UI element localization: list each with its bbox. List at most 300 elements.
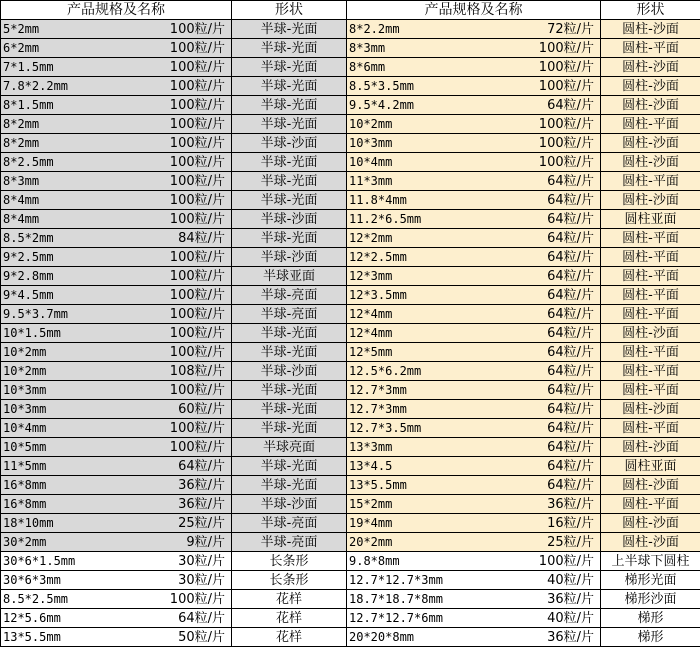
left-spec-cell (1, 343, 232, 362)
table-row (1, 267, 700, 286)
right-spec-size: 12.7*12.7*6mm (349, 610, 443, 625)
left-shape-cell: 长条形 (232, 571, 347, 590)
left-spec-cell (1, 571, 232, 590)
right-shape-cell: 圆柱-平面 (601, 115, 700, 134)
left-spec-count: 100粒/片 (169, 382, 225, 398)
left-spec-cell (1, 210, 232, 229)
right-spec-size: 9.5*4.2mm (349, 97, 415, 112)
left-spec-size: 12*5.6mm (3, 610, 61, 625)
right-shape-cell: 圆柱亚面 (601, 210, 700, 229)
table-row (1, 96, 700, 115)
right-spec-count: 64粒/片 (547, 420, 594, 436)
right-spec-cell (347, 514, 601, 533)
left-spec-size: 7*1.5mm (3, 59, 54, 74)
table-row (1, 324, 700, 343)
right-spec-cell (347, 96, 601, 115)
left-spec-cell (1, 39, 232, 58)
left-spec-count: 30粒/片 (178, 572, 225, 588)
left-spec-count: 100粒/片 (169, 135, 225, 151)
left-spec-cell (1, 58, 232, 77)
left-shape-cell: 半球-沙面 (232, 134, 347, 153)
right-spec-count: 100粒/片 (538, 40, 594, 56)
table-row (1, 495, 700, 514)
left-spec-count: 36粒/片 (178, 477, 225, 493)
right-spec-count: 25粒/片 (547, 534, 594, 550)
left-shape-cell: 半球-光面 (232, 20, 347, 39)
right-spec-size: 9.8*8mm (349, 553, 400, 568)
right-spec-cell (347, 343, 601, 362)
left-spec-count: 64粒/片 (178, 458, 225, 474)
table-row (1, 77, 700, 96)
right-shape-cell: 圆柱-沙面 (601, 58, 700, 77)
table-row (1, 191, 700, 210)
right-shape-cell: 圆柱-沙面 (601, 77, 700, 96)
right-spec-size: 20*20*8mm (349, 629, 415, 644)
left-spec-size: 7.8*2.2mm (3, 78, 69, 93)
left-spec-cell (1, 419, 232, 438)
right-spec-cell (347, 438, 601, 457)
right-shape-cell: 圆柱-沙面 (601, 533, 700, 552)
right-spec-size: 11*3mm (349, 173, 393, 188)
right-spec-cell (347, 191, 601, 210)
table-row (1, 343, 700, 362)
right-spec-count: 64粒/片 (547, 344, 594, 360)
left-spec-count: 108粒/片 (169, 363, 225, 379)
right-shape-cell: 圆柱-沙面 (601, 514, 700, 533)
left-spec-cell (1, 153, 232, 172)
left-spec-count: 100粒/片 (169, 116, 225, 132)
left-spec-size: 10*3mm (3, 401, 47, 416)
left-spec-cell (1, 400, 232, 419)
right-shape-cell: 圆柱-沙面 (601, 400, 700, 419)
right-spec-count: 64粒/片 (547, 249, 594, 265)
right-shape-cell: 圆柱-平面 (601, 343, 700, 362)
right-shape-cell: 圆柱-沙面 (601, 476, 700, 495)
left-spec-count: 100粒/片 (169, 268, 225, 284)
left-spec-cell (1, 362, 232, 381)
right-spec-count: 64粒/片 (547, 211, 594, 227)
right-spec-cell (347, 153, 601, 172)
left-shape-cell: 半球-光面 (232, 343, 347, 362)
left-shape-cell: 半球-光面 (232, 476, 347, 495)
left-spec-size: 8*1.5mm (3, 97, 54, 112)
right-spec-cell (347, 210, 601, 229)
right-shape-cell: 圆柱-平面 (601, 267, 700, 286)
left-shape-cell: 半球-光面 (232, 419, 347, 438)
right-spec-cell (347, 58, 601, 77)
left-spec-size: 8*2mm (3, 135, 40, 150)
right-spec-size: 12.7*12.7*3mm (349, 572, 443, 587)
right-spec-count: 40粒/片 (547, 572, 594, 588)
header-right-shape: 形状 (601, 1, 700, 20)
right-spec-count: 100粒/片 (538, 116, 594, 132)
right-shape-cell: 圆柱-沙面 (601, 134, 700, 153)
right-spec-cell (347, 77, 601, 96)
left-spec-cell (1, 381, 232, 400)
left-spec-count: 84粒/片 (178, 230, 225, 246)
table-row (1, 115, 700, 134)
right-spec-cell (347, 20, 601, 39)
right-spec-cell (347, 286, 601, 305)
left-spec-size: 6*2mm (3, 40, 40, 55)
left-spec-cell (1, 20, 232, 39)
left-shape-cell: 半球-光面 (232, 172, 347, 191)
left-shape-cell: 半球-亮面 (232, 514, 347, 533)
right-shape-cell: 上半球下圆柱 (601, 552, 700, 571)
right-spec-count: 100粒/片 (538, 78, 594, 94)
left-spec-cell (1, 96, 232, 115)
left-spec-size: 9.5*3.7mm (3, 306, 69, 321)
right-shape-cell: 圆柱-平面 (601, 305, 700, 324)
left-spec-size: 10*4mm (3, 420, 47, 435)
left-spec-cell (1, 286, 232, 305)
right-spec-cell (347, 172, 601, 191)
table-row (1, 419, 700, 438)
left-spec-count: 100粒/片 (169, 211, 225, 227)
table-row (1, 58, 700, 77)
right-spec-size: 11.2*6.5mm (349, 211, 422, 226)
right-spec-size: 15*2mm (349, 496, 393, 511)
right-spec-size: 19*4mm (349, 515, 393, 530)
table-row (1, 457, 700, 476)
right-spec-cell (347, 115, 601, 134)
table-row (1, 381, 700, 400)
right-spec-size: 20*2mm (349, 534, 393, 549)
left-shape-cell: 半球-光面 (232, 191, 347, 210)
left-spec-size: 8*2.5mm (3, 154, 54, 169)
right-spec-cell (347, 476, 601, 495)
left-spec-count: 9粒/片 (186, 534, 225, 550)
right-spec-count: 64粒/片 (547, 477, 594, 493)
left-spec-count: 100粒/片 (169, 306, 225, 322)
left-spec-cell (1, 172, 232, 191)
left-shape-cell: 半球-光面 (232, 229, 347, 248)
right-spec-count: 100粒/片 (538, 154, 594, 170)
right-shape-cell: 圆柱-沙面 (601, 438, 700, 457)
right-spec-cell (347, 590, 601, 609)
left-spec-size: 10*1.5mm (3, 325, 61, 340)
left-spec-cell (1, 590, 232, 609)
left-spec-count: 100粒/片 (169, 192, 225, 208)
right-spec-size: 13*4.5 (349, 458, 393, 473)
left-shape-cell: 花样 (232, 628, 347, 647)
left-shape-cell: 半球-光面 (232, 77, 347, 96)
left-spec-cell (1, 628, 232, 647)
left-spec-size: 10*3mm (3, 382, 47, 397)
left-shape-cell: 半球-光面 (232, 381, 347, 400)
right-spec-cell (347, 419, 601, 438)
right-shape-cell: 圆柱-平面 (601, 286, 700, 305)
left-spec-cell (1, 457, 232, 476)
right-spec-size: 12*2.5mm (349, 249, 407, 264)
right-shape-cell: 梯形沙面 (601, 590, 700, 609)
left-spec-size: 16*8mm (3, 477, 47, 492)
right-shape-cell: 圆柱-沙面 (601, 96, 700, 115)
header-row (1, 1, 700, 20)
left-spec-cell (1, 476, 232, 495)
header-left-shape: 形状 (232, 1, 347, 20)
right-spec-count: 36粒/片 (547, 496, 594, 512)
right-spec-cell (347, 267, 601, 286)
table-row (1, 248, 700, 267)
right-spec-count: 64粒/片 (547, 325, 594, 341)
right-spec-size: 12*3mm (349, 268, 393, 283)
left-shape-cell: 半球-光面 (232, 153, 347, 172)
left-spec-size: 30*6*1.5mm (3, 553, 76, 568)
right-spec-cell (347, 229, 601, 248)
right-spec-cell (347, 495, 601, 514)
left-shape-cell: 半球-光面 (232, 324, 347, 343)
left-spec-size: 11*5mm (3, 458, 47, 473)
left-shape-cell: 半球-光面 (232, 400, 347, 419)
right-spec-cell (347, 362, 601, 381)
right-spec-count: 16粒/片 (547, 515, 594, 531)
right-shape-cell: 圆柱-平面 (601, 362, 700, 381)
right-shape-cell: 圆柱-平面 (601, 39, 700, 58)
right-spec-size: 12*4mm (349, 306, 393, 321)
right-spec-count: 100粒/片 (538, 59, 594, 75)
right-spec-size: 12*3.5mm (349, 287, 407, 302)
right-spec-count: 100粒/片 (538, 135, 594, 151)
left-shape-cell: 花样 (232, 609, 347, 628)
right-spec-size: 10*2mm (349, 116, 393, 131)
left-shape-cell: 花样 (232, 590, 347, 609)
left-spec-cell (1, 248, 232, 267)
left-spec-count: 100粒/片 (169, 97, 225, 113)
left-spec-cell (1, 552, 232, 571)
left-spec-count: 30粒/片 (178, 553, 225, 569)
right-shape-cell: 圆柱-平面 (601, 381, 700, 400)
table-row (1, 362, 700, 381)
left-spec-cell (1, 115, 232, 134)
left-spec-cell (1, 134, 232, 153)
right-spec-cell (347, 39, 601, 58)
left-spec-count: 36粒/片 (178, 496, 225, 512)
left-spec-count: 25粒/片 (178, 515, 225, 531)
right-shape-cell: 圆柱-沙面 (601, 20, 700, 39)
right-spec-cell (347, 381, 601, 400)
right-spec-size: 8*2.2mm (349, 21, 400, 36)
right-spec-cell (347, 628, 601, 647)
left-spec-size: 10*2mm (3, 344, 47, 359)
left-shape-cell: 半球-亮面 (232, 286, 347, 305)
left-shape-cell: 长条形 (232, 552, 347, 571)
left-spec-size: 9*2.8mm (3, 268, 54, 283)
left-spec-count: 50粒/片 (178, 629, 225, 645)
right-spec-count: 64粒/片 (547, 401, 594, 417)
table-row (1, 39, 700, 58)
table-row (1, 590, 700, 609)
left-spec-size: 30*2mm (3, 534, 47, 549)
left-spec-count: 100粒/片 (169, 591, 225, 607)
right-shape-cell: 圆柱亚面 (601, 457, 700, 476)
right-shape-cell: 梯形光面 (601, 571, 700, 590)
left-spec-size: 30*6*3mm (3, 572, 61, 587)
left-spec-size: 5*2mm (3, 21, 40, 36)
right-shape-cell: 圆柱-平面 (601, 172, 700, 191)
right-shape-cell: 梯形 (601, 609, 700, 628)
right-spec-cell (347, 552, 601, 571)
table-row (1, 210, 700, 229)
left-spec-size: 8.5*2.5mm (3, 591, 69, 606)
right-shape-cell: 圆柱-沙面 (601, 153, 700, 172)
header-right-spec: 产品规格及名称 (347, 1, 601, 20)
left-shape-cell: 半球-亮面 (232, 533, 347, 552)
left-shape-cell: 半球-光面 (232, 58, 347, 77)
right-shape-cell: 圆柱-平面 (601, 419, 700, 438)
table-row (1, 286, 700, 305)
table-row (1, 438, 700, 457)
right-spec-count: 40粒/片 (547, 610, 594, 626)
right-spec-count: 72粒/片 (547, 21, 594, 37)
left-spec-size: 8*4mm (3, 211, 40, 226)
right-spec-count: 64粒/片 (547, 268, 594, 284)
right-spec-count: 64粒/片 (547, 439, 594, 455)
left-spec-count: 100粒/片 (169, 40, 225, 56)
right-spec-size: 11.8*4mm (349, 192, 407, 207)
right-spec-count: 100粒/片 (538, 553, 594, 569)
table-row (1, 153, 700, 172)
right-spec-cell (347, 305, 601, 324)
left-spec-size: 13*5.5mm (3, 629, 61, 644)
right-spec-count: 64粒/片 (547, 287, 594, 303)
table-row (1, 609, 700, 628)
left-spec-cell (1, 191, 232, 210)
left-spec-size: 8*3mm (3, 173, 40, 188)
right-spec-count: 64粒/片 (547, 363, 594, 379)
left-shape-cell: 半球-光面 (232, 115, 347, 134)
right-spec-count: 36粒/片 (547, 629, 594, 645)
right-spec-size: 10*3mm (349, 135, 393, 150)
table-row (1, 628, 700, 647)
right-spec-size: 12.7*3.5mm (349, 420, 422, 435)
table-row (1, 134, 700, 153)
table-row (1, 552, 700, 571)
left-spec-cell (1, 609, 232, 628)
left-shape-cell: 半球-光面 (232, 96, 347, 115)
header-left-spec: 产品规格及名称 (1, 1, 232, 20)
left-spec-count: 100粒/片 (169, 249, 225, 265)
right-spec-count: 64粒/片 (547, 192, 594, 208)
left-spec-size: 10*2mm (3, 363, 47, 378)
left-spec-cell (1, 533, 232, 552)
table-row (1, 172, 700, 191)
right-spec-size: 8*3mm (349, 40, 386, 55)
right-spec-size: 12*4mm (349, 325, 393, 340)
left-shape-cell: 半球-亮面 (232, 305, 347, 324)
right-spec-cell (347, 571, 601, 590)
left-shape-cell: 半球-沙面 (232, 248, 347, 267)
left-spec-count: 100粒/片 (169, 344, 225, 360)
left-spec-count: 100粒/片 (169, 21, 225, 37)
left-spec-count: 100粒/片 (169, 287, 225, 303)
right-spec-count: 64粒/片 (547, 230, 594, 246)
left-spec-count: 60粒/片 (178, 401, 225, 417)
left-spec-cell (1, 229, 232, 248)
left-spec-cell (1, 267, 232, 286)
left-shape-cell: 半球亚面 (232, 267, 347, 286)
right-spec-size: 13*5.5mm (349, 477, 407, 492)
left-spec-size: 10*5mm (3, 439, 47, 454)
right-spec-size: 18.7*18.7*8mm (349, 591, 443, 606)
left-shape-cell: 半球-光面 (232, 39, 347, 58)
table-row (1, 305, 700, 324)
right-spec-cell (347, 609, 601, 628)
left-shape-cell: 半球-沙面 (232, 210, 347, 229)
right-spec-count: 64粒/片 (547, 382, 594, 398)
right-spec-count: 64粒/片 (547, 458, 594, 474)
left-spec-count: 100粒/片 (169, 325, 225, 341)
left-spec-count: 100粒/片 (169, 78, 225, 94)
right-spec-size: 12.5*6.2mm (349, 363, 422, 378)
left-shape-cell: 半球亮面 (232, 438, 347, 457)
right-shape-cell: 圆柱-平面 (601, 495, 700, 514)
right-spec-cell (347, 324, 601, 343)
left-spec-cell (1, 324, 232, 343)
right-spec-size: 12.7*3mm (349, 382, 407, 397)
table-row (1, 571, 700, 590)
table-row (1, 20, 700, 39)
right-spec-count: 36粒/片 (547, 591, 594, 607)
right-spec-cell (347, 134, 601, 153)
table-row (1, 229, 700, 248)
left-spec-size: 9*4.5mm (3, 287, 54, 302)
left-spec-count: 100粒/片 (169, 154, 225, 170)
right-spec-size: 8*6mm (349, 59, 386, 74)
left-spec-cell (1, 305, 232, 324)
right-spec-size: 12.7*3mm (349, 401, 407, 416)
left-shape-cell: 半球-沙面 (232, 362, 347, 381)
left-spec-cell (1, 495, 232, 514)
right-spec-cell (347, 400, 601, 419)
left-shape-cell: 半球-沙面 (232, 495, 347, 514)
right-spec-size: 8.5*3.5mm (349, 78, 415, 93)
table-row (1, 476, 700, 495)
left-spec-count: 100粒/片 (169, 439, 225, 455)
left-spec-cell (1, 514, 232, 533)
right-spec-size: 12*5mm (349, 344, 393, 359)
right-shape-cell: 圆柱-平面 (601, 248, 700, 267)
left-spec-count: 100粒/片 (169, 173, 225, 189)
right-shape-cell: 圆柱-平面 (601, 229, 700, 248)
right-spec-count: 64粒/片 (547, 306, 594, 322)
right-shape-cell: 梯形 (601, 628, 700, 647)
right-spec-cell (347, 457, 601, 476)
left-spec-size: 8.5*2mm (3, 230, 54, 245)
left-spec-count: 64粒/片 (178, 610, 225, 626)
table-row (1, 533, 700, 552)
left-shape-cell: 半球-光面 (232, 457, 347, 476)
left-spec-count: 100粒/片 (169, 420, 225, 436)
left-spec-size: 9*2.5mm (3, 249, 54, 264)
left-spec-size: 18*10mm (3, 515, 54, 530)
table-row (1, 400, 700, 419)
right-spec-count: 64粒/片 (547, 173, 594, 189)
right-spec-size: 10*4mm (349, 154, 393, 169)
table-row (1, 514, 700, 533)
left-spec-size: 8*2mm (3, 116, 40, 131)
right-spec-size: 13*3mm (349, 439, 393, 454)
left-spec-size: 8*4mm (3, 192, 40, 207)
right-spec-size: 12*2mm (349, 230, 393, 245)
right-shape-cell: 圆柱-沙面 (601, 191, 700, 210)
right-spec-cell (347, 533, 601, 552)
left-spec-cell (1, 438, 232, 457)
right-spec-cell (347, 248, 601, 267)
left-spec-cell (1, 77, 232, 96)
right-shape-cell: 圆柱-沙面 (601, 324, 700, 343)
left-spec-count: 100粒/片 (169, 59, 225, 75)
